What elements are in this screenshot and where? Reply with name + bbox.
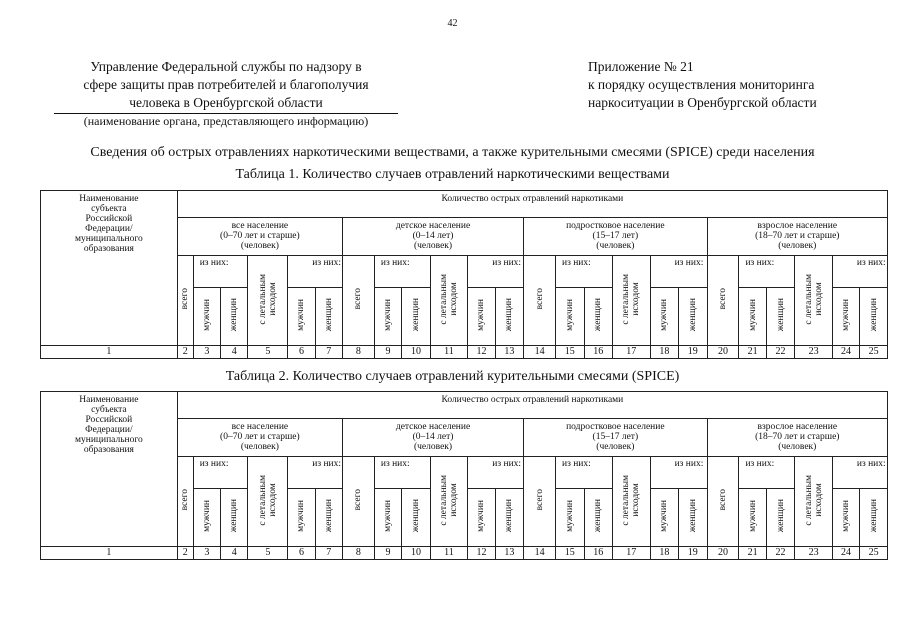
authority-line-1: Управление Федеральной службы по надзору в [90,59,362,74]
men-header [288,489,315,547]
men-label: мужчин [383,299,394,331]
fatal-label-line-2: исходом [813,282,824,316]
of-them-label: из них: [312,258,342,268]
column-number: 4 [221,547,248,560]
age-group-title: детское население [395,221,471,231]
women-header [860,489,888,547]
column-number: 17 [612,547,650,560]
entity-name-header [41,191,178,346]
column-number: 10 [402,346,430,359]
men-label: мужчин [747,500,758,532]
appendix-line-3: наркоситуации в Оренбургской области [588,95,817,110]
column-number: 13 [495,346,523,359]
total-label: всего [718,288,728,310]
fatal-header [795,256,833,346]
women-header [584,489,612,547]
men-header [650,288,678,346]
of-them-header [739,457,795,489]
total-label: всего [534,489,545,511]
women-header [679,489,707,547]
total-header [707,256,739,346]
of-them-label: из них: [674,459,704,469]
column-number: 20 [707,547,739,560]
of-them-header [468,256,524,288]
fatal-label [258,274,278,325]
fatal-label [804,274,824,325]
of-them-header [193,457,248,489]
of-them-label: из них: [492,459,522,469]
men-label: мужчин [659,500,670,532]
women-label: женщин [868,298,879,332]
age-group-title: все население [231,422,289,432]
age-group-title: все население [231,221,289,231]
men-label: мужчин [564,500,575,532]
women-label: женщин [504,499,515,533]
of-them-header [650,457,707,489]
fatal-header [248,256,288,346]
of-them-label: из них: [745,459,775,469]
entity-name-header [41,392,178,547]
age-group-range: (15–17 лет) [592,231,639,241]
men-header [556,489,584,547]
men-label: мужчин [841,500,852,532]
column-number: 10 [402,547,430,560]
of-them-label: из них: [199,459,229,469]
fatal-label-line-2: исходом [813,483,824,517]
column-number: 8 [342,547,374,560]
age-group-title: взрослое население [757,422,838,432]
women-header [221,288,248,346]
women-header [766,288,794,346]
column-number: 16 [584,547,612,560]
age-group-unit: (человек) [778,442,817,452]
column-number: 19 [679,346,707,359]
women-header [315,288,342,346]
women-header [315,489,342,547]
women-label: женщин [687,298,698,332]
of-them-header [193,256,248,288]
fatal-label-line-2: исходом [267,282,278,316]
column-numbers-row [41,547,888,560]
total-header [342,457,374,547]
header-row-main [41,191,888,218]
table-1 [40,190,888,359]
women-header [402,288,430,346]
age-group-range: (0–14 лет) [412,432,454,442]
men-label: мужчин [296,299,307,331]
column-number: 14 [524,547,556,560]
entity-name-line: образования [83,445,134,455]
men-header [468,489,495,547]
column-number: 5 [248,547,288,560]
total-label: всего [180,288,191,310]
age-group-range: (0–70 лет и старше) [220,231,300,241]
of-them-label: из них: [856,459,886,469]
appendix-line-1: Приложение № 21 [588,59,694,74]
column-number: 22 [766,346,794,359]
women-label: женщин [410,499,421,533]
document-title: Сведения об острых отравлениях наркотическими веществами, а также курительными смесями (SPICE) среди населения [90,145,815,160]
appendix-line-2: к порядку осуществления мониторинга [588,77,815,92]
age-group-header [177,218,342,256]
column-number: 1 [41,547,178,560]
entity-name-line: Российской [85,214,133,224]
men-header [288,288,315,346]
fatal-header [795,457,833,547]
column-number: 15 [556,547,584,560]
of-them-header [832,457,887,489]
fatal-label-line-1: с летальным [438,474,449,526]
fatal-label-line-1: с летальным [438,273,449,325]
fatal-header [430,256,468,346]
fatal-label-line-2: исходом [631,282,642,316]
total-header [342,256,374,346]
age-group-range: (18–70 лет и старше) [755,231,840,241]
men-label: мужчин [201,500,212,532]
women-label: женщин [775,298,786,332]
column-number: 21 [739,547,766,560]
women-header [495,288,523,346]
column-number: 19 [679,547,707,560]
column-number: 1 [41,346,178,359]
entity-name-line: образования [83,244,134,254]
column-number: 18 [650,346,678,359]
age-group-header [342,419,523,457]
column-number: 25 [860,547,888,560]
main-header-cell [177,191,887,218]
fatal-label-line-2: исходом [448,282,459,316]
column-number: 11 [430,346,468,359]
women-label: женщин [775,499,786,533]
of-them-label: из них: [199,258,229,268]
entity-name-line: муниципального [74,435,143,445]
main-header-text: Количество острых отравлений наркотиками [441,194,624,204]
of-them-header [650,256,707,288]
age-group-title: подростковое население [566,221,665,231]
column-number: 24 [832,547,859,560]
column-number: 2 [177,346,193,359]
women-header [221,489,248,547]
entity-name-line: Наименование [79,194,139,204]
women-header [402,489,430,547]
column-number: 25 [860,346,888,359]
women-header [766,489,794,547]
men-header [556,288,584,346]
fatal-label-line-1: с летальным [257,273,268,325]
of-them-label: из них: [562,258,591,268]
total-label: всего [353,489,364,511]
men-header [193,288,220,346]
age-group-unit: (человек) [778,241,817,251]
column-number: 20 [707,346,739,359]
fatal-label [439,274,459,325]
fatal-label [439,475,459,526]
of-them-header [832,256,887,288]
fatal-label [258,475,278,526]
entity-name-line: Российской [85,415,133,425]
fatal-label [804,475,824,526]
age-group-header [707,218,887,256]
of-them-header [288,256,343,288]
women-header [679,288,707,346]
column-number: 7 [315,346,342,359]
total-label: всего [718,489,728,511]
column-number: 11 [430,547,468,560]
men-label: мужчин [296,500,307,532]
age-group-range: (15–17 лет) [592,432,639,442]
age-group-title: детское население [395,422,471,432]
age-group-range: (0–14 лет) [412,231,454,241]
main-header-cell [177,392,887,419]
of-them-header [374,457,430,489]
men-label: мужчин [659,299,670,331]
of-them-header [739,256,795,288]
column-number: 6 [288,547,315,560]
fatal-label-line-1: с летальным [257,474,268,526]
entity-name-line: субъекта [91,204,127,214]
men-header [739,288,766,346]
fatal-header [248,457,288,547]
men-label: мужчин [747,299,758,331]
women-label: женщин [687,499,698,533]
age-group-header [177,419,342,457]
age-group-unit: (человек) [413,442,453,452]
men-label: мужчин [383,500,394,532]
column-number: 22 [766,547,794,560]
total-header [177,457,193,547]
age-group-title: взрослое население [757,221,838,231]
issuing-authority-block [40,58,412,129]
table-2-caption: Таблица 2. Количество случаев отравлений курительными смесями (SPICE) [225,369,680,384]
authority-note: (наименование органа, представляющего информацию) [83,114,369,128]
fatal-label-line-1: с летальным [621,474,632,526]
authority-line-2: сфере защиты прав потребителей и благополучия [83,77,369,92]
men-label: мужчин [201,299,212,331]
entity-name-line: Наименование [79,395,139,405]
column-number: 12 [468,346,495,359]
men-label: мужчин [476,299,487,331]
men-header [374,288,401,346]
total-header [707,457,739,547]
fatal-header [430,457,468,547]
women-label: женщин [229,499,240,533]
fatal-label-line-1: с летальным [621,273,632,325]
age-group-range: (0–70 лет и старше) [220,432,300,442]
of-them-label: из них: [492,258,522,268]
of-them-label: из них: [745,258,775,268]
column-numbers-row [41,346,888,359]
total-header [524,457,556,547]
women-label: женщин [323,499,334,533]
age-group-unit: (человек) [413,241,453,251]
fatal-label-line-1: с летальным [803,273,814,325]
of-them-header [556,256,613,288]
column-number: 6 [288,346,315,359]
authority-line-3: человека в Оренбургской области [129,95,323,110]
men-header [193,489,220,547]
of-them-label: из них: [674,258,704,268]
total-header [524,256,556,346]
age-group-header [524,419,707,457]
of-them-label: из них: [856,258,886,268]
total-header [177,256,193,346]
women-header [860,288,888,346]
total-label: всего [180,489,191,511]
age-group-unit: (человек) [240,241,279,251]
women-label: женщин [868,499,879,533]
fatal-label-line-2: исходом [267,483,278,517]
women-label: женщин [593,499,604,533]
age-group-unit: (человек) [240,442,279,452]
fatal-label-line-2: исходом [448,483,459,517]
women-label: женщин [410,298,421,332]
column-number: 3 [193,346,220,359]
appendix-block [588,58,817,112]
column-number: 16 [584,346,612,359]
table-1-caption: Таблица 1. Количество случаев отравлений наркотическими веществами [235,167,670,182]
men-header [832,489,859,547]
entity-name-line: субъекта [91,405,127,415]
women-label: женщин [593,298,604,332]
of-them-label: из них: [312,459,342,469]
men-label: мужчин [476,500,487,532]
fatal-label-line-2: исходом [631,483,642,517]
men-header [374,489,401,547]
column-number: 2 [177,547,193,560]
column-number: 23 [795,547,833,560]
total-label: всего [534,288,545,310]
fatal-label [621,274,641,325]
men-header [739,489,766,547]
column-number: 18 [650,547,678,560]
column-number: 14 [524,346,556,359]
column-number: 7 [315,547,342,560]
of-them-header [374,256,430,288]
age-group-unit: (человек) [596,442,635,452]
women-label: женщин [504,298,515,332]
fatal-header [612,256,650,346]
main-header-text: Количество острых отравлений наркотиками [441,395,624,405]
age-group-header [707,419,887,457]
fatal-label [621,475,641,526]
men-label: мужчин [841,299,852,331]
of-them-label: из них: [380,258,410,268]
age-group-unit: (человек) [596,241,635,251]
page-number: 42 [447,18,458,29]
women-label: женщин [229,298,240,332]
women-header [495,489,523,547]
fatal-label-line-1: с летальным [803,474,814,526]
column-number: 17 [612,346,650,359]
header-row-main [41,392,888,419]
men-header [832,288,859,346]
column-number: 21 [739,346,766,359]
total-label: всего [353,288,364,310]
of-them-header [468,457,524,489]
column-number: 4 [221,346,248,359]
column-number: 3 [193,547,220,560]
column-number: 23 [795,346,833,359]
age-group-header [524,218,707,256]
entity-name-line: Федерации/ [85,425,133,435]
of-them-label: из них: [562,459,591,469]
column-number: 13 [495,547,523,560]
age-group-header [342,218,523,256]
of-them-label: из них: [380,459,410,469]
entity-name-line: Федерации/ [85,224,133,234]
column-number: 9 [374,346,401,359]
entity-name-line: муниципального [74,234,143,244]
column-number: 24 [832,346,859,359]
fatal-header [612,457,650,547]
age-group-title: подростковое население [566,422,665,432]
women-header [584,288,612,346]
of-them-header [288,457,343,489]
column-number: 5 [248,346,288,359]
men-header [650,489,678,547]
column-number: 8 [342,346,374,359]
men-label: мужчин [564,299,575,331]
column-number: 12 [468,547,495,560]
column-number: 9 [374,547,401,560]
women-label: женщин [323,298,334,332]
table-2 [40,391,888,560]
column-number: 15 [556,346,584,359]
age-group-range: (18–70 лет и старше) [755,432,840,442]
men-header [468,288,495,346]
of-them-header [556,457,613,489]
